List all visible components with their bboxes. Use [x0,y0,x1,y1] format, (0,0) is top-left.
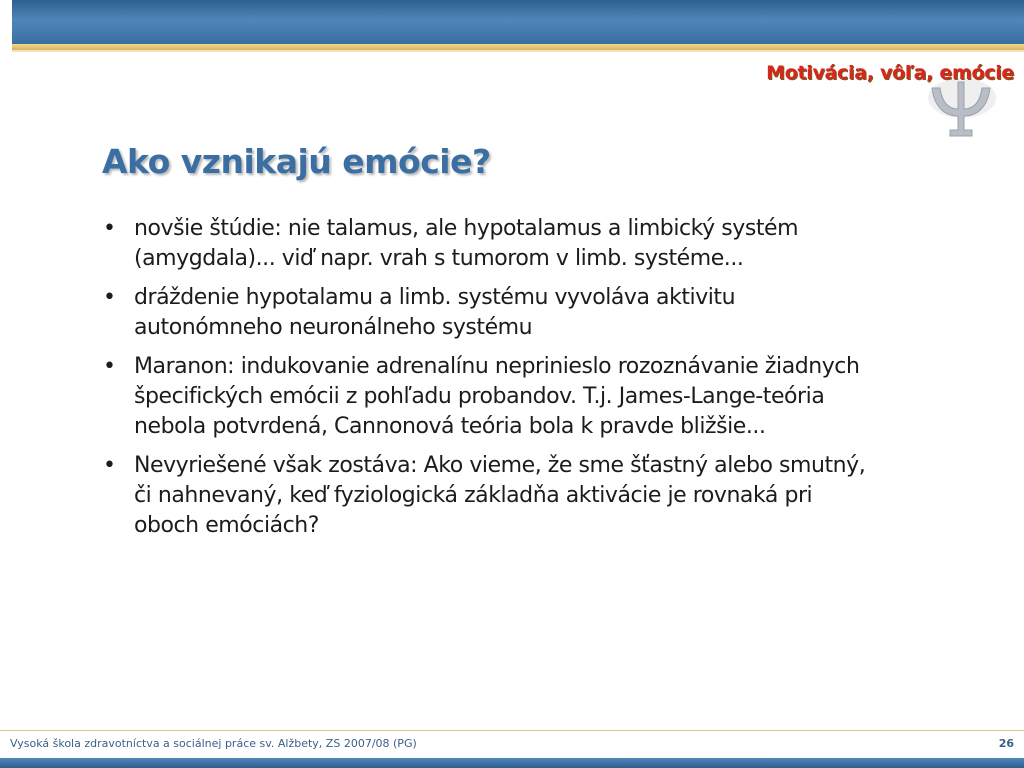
bullet-text: novšie štúdie: nie talamus, ale hypotalamus a limbický systém (amygdala)... viď napr. vrah s tumorom v limb. systéme... [134,216,799,271]
bottom-banner-bar [0,758,1024,768]
bullet-list [103,214,883,550]
bullet-dot: • [103,285,116,310]
bullet-dot: • [103,354,116,379]
psi-symbol-icon [922,76,998,142]
top-banner-bar [12,0,1024,44]
footer-divider [0,730,1024,731]
bullet-text: Maranon: indukovanie adrenalínu nepriniesl​o rozoznávanie žiadnych špecifických emócii z pohľadu probandov. T.j. James-Lange-teória nebola potvrdená, Cannonová teória bola k pravde bližšie... [134,354,860,439]
bullet-item [103,451,883,541]
slide-title: Ako vznikajú emócie? [102,142,491,181]
page-number: 26 [998,737,1014,750]
bullet-item [103,214,883,274]
bullet-dot: • [103,453,116,478]
footer-institution: Vysoká škola zdravotníctva a sociálnej práce sv. Alžbety, ZS 2007/08 (PG) [10,737,417,750]
bullet-text: dráždenie hypotalamu a limb. systému vyvoláva aktivitu autonómneho neuronálneho systému [134,285,736,340]
bullet-item [103,352,883,442]
top-thin-stripe [12,50,1024,52]
bullet-item [103,283,883,343]
bullet-text: Nevyriešené však zostáva: Ako vieme, že sme šťastný alebo smutný, či nahnevaný, keď fyziologická základňa aktivácie je rovnaká pri oboch emóciách? [134,453,866,538]
topic-title: Motivácia, vôľa, emócie [766,62,1014,84]
bullet-dot: • [103,216,116,241]
